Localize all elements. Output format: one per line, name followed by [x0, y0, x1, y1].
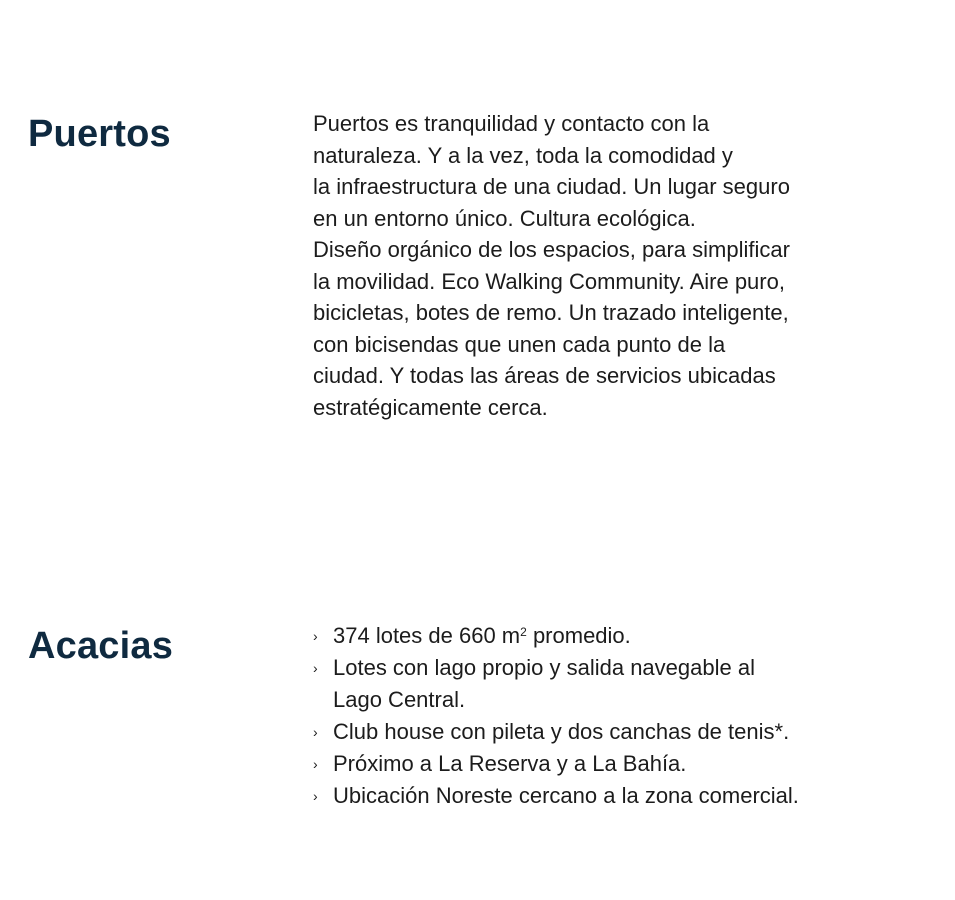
description-line: naturaleza. Y a la vez, toda la comodidad y	[313, 142, 733, 168]
list-item-text	[333, 620, 913, 652]
superscript: 2	[520, 625, 527, 639]
description-line: ciudad. Y todas las áreas de servicios ubicadas	[313, 363, 776, 388]
description-line: la movilidad. Eco Walking Community. Aire puro,	[313, 268, 785, 294]
list-item	[313, 620, 913, 652]
chevron-right-icon: ›	[313, 628, 318, 644]
chevron-right-icon: ›	[313, 660, 318, 676]
description-line: Puertos es tranquilidad y contacto con la	[313, 111, 710, 136]
section-title-acacias: Acacias	[28, 625, 174, 667]
description-line: la infraestructura de una ciudad. Un lugar seguro	[313, 174, 790, 199]
list-item	[313, 652, 913, 716]
description-line: en un entorno único. Cultura ecológica.	[313, 205, 696, 231]
puertos-description	[313, 108, 913, 423]
chevron-right-icon: ›	[313, 788, 318, 804]
chevron-right-icon: ›	[313, 756, 318, 772]
list-item-text: Lotes con lago propio y salida navegable al	[333, 655, 755, 680]
list-item-text: Ubicación Noreste cercano a la zona comercial.	[333, 783, 799, 808]
description-line: Diseño orgánico de los espacios, para simplificar	[313, 237, 790, 262]
list-item-text: Próximo a La Reserva y a La Bahía.	[333, 751, 687, 776]
feature-list	[313, 620, 913, 812]
list-item	[313, 780, 913, 812]
list-item-text-part: 374 lotes de 660 m	[333, 623, 521, 648]
list-item	[313, 748, 913, 780]
acacias-features	[313, 620, 913, 812]
description-line: bicicletas, botes de remo. Un trazado inteligente,	[313, 300, 789, 325]
description-line: estratégicamente cerca.	[313, 394, 548, 420]
list-item-text: Club house con pileta y dos canchas de tenis*.	[333, 719, 790, 744]
chevron-right-icon: ›	[313, 724, 318, 740]
list-item-text: Lago Central.	[333, 687, 466, 712]
list-item	[313, 716, 913, 748]
section-title-puertos: Puertos	[28, 113, 171, 155]
description-line: con bicisendas que unen cada punto de la	[313, 331, 726, 357]
list-item-text-part: promedio.	[526, 623, 631, 648]
